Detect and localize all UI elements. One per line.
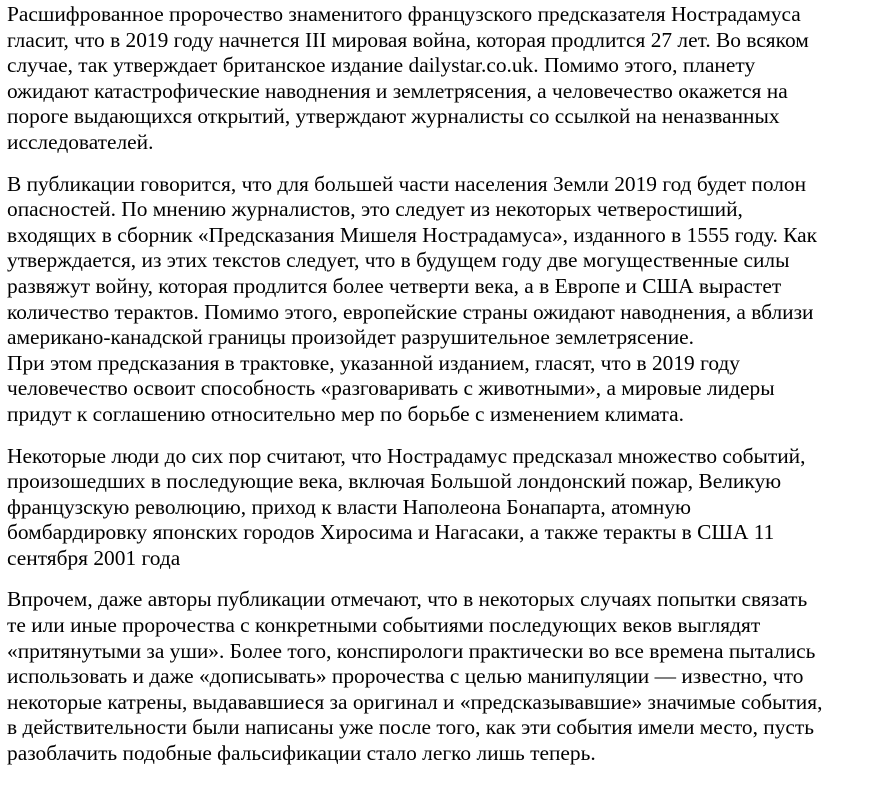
text-line: Расшифрованное пророчество знаменитого французского предсказателя Нострадамуса (7, 2, 801, 26)
text-line: При этом предсказания в трактовке, указанной изданием, гласят, что в 2019 году (7, 350, 741, 375)
text-line: ожидают катастрофические наводнения и землетрясения, а человечество окажется на (7, 78, 788, 103)
text-line: Некоторые люди до сих пор считают, что Нострадамус предсказал множество событий, (7, 443, 806, 468)
text-line: развяжут войну, которая продлится более четверти века, а в Европе и США вырастет (7, 273, 782, 298)
text-line: входящих в сборник «Предсказания Мишеля Нострадамуса», изданного в 1555 году. Как (7, 222, 818, 247)
text-line: французскую революцию, приход к власти Наполеона Бонапарта, атомную (7, 494, 692, 519)
text-line: бомбардировку японских городов Хиросима и Нагасаки, а также теракты в США 11 (7, 520, 775, 545)
text-line: исследователей. (7, 129, 154, 154)
text-line: гласит, что в 2019 году начнется III мировая война, которая продлится 27 лет. Во всяком (7, 27, 809, 52)
paragraph-2 (7, 172, 868, 428)
paragraph-3 (7, 444, 868, 572)
text-line: сентября 2001 года (7, 545, 181, 570)
text-line: использовать и даже «дописывать» пророчества с целью манипуляции — известно, что (7, 664, 804, 689)
text-line: «притянутыми за уши». Более того, конспирологи практически во все времена пытались (7, 638, 816, 663)
text-line: случае, так утверждает британское издание dailystar.co.uk. Помимо этого, планету (7, 53, 756, 78)
text-line: человечество освоит способность «разговаривать с животными», а мировые лидеры (7, 376, 775, 401)
text-line: некоторые катрены, выдававшиеся за оригинал и «предсказывавшие» значимые события, (7, 689, 823, 714)
text-line: в действительности были написаны уже после того, как эти события имели место, пусть (7, 715, 815, 740)
paragraph-1 (7, 2, 868, 156)
text-line: Впрочем, даже авторы публикации отмечают, что в некоторых случаях попытки связать (7, 587, 808, 612)
text-line: опасностей. По мнению журналистов, это следует из некоторых четверостиший, (7, 197, 743, 222)
text-line: утверждается, из этих текстов следует, что в будущем году две могущественные силы (7, 248, 790, 273)
text-line: разоблачить подобные фальсификации стало легко лишь теперь. (7, 741, 596, 766)
text-line: те или иные пророчества с конкретными событиями последующих веков выглядят (7, 613, 761, 638)
text-line: произошедших в последующие века, включая Большой лондонский пожар, Великую (7, 469, 782, 494)
text-line: пороге выдающихся открытий, утверждают журналисты со ссылкой на неназванных (7, 104, 780, 129)
text-line: придут к соглашению относительно мер по борьбе с изменением климата. (7, 401, 684, 426)
text-line: американо-канадской границы произойдет разрушительное землетрясение. (7, 325, 694, 350)
text-line: количество терактов. Помимо этого, европейские страны ожидают наводнения, а вблизи (7, 299, 814, 324)
text-line: В публикации говорится, что для большей части населения Земли 2019 год будет полон (7, 171, 807, 196)
paragraph-4 (7, 587, 868, 766)
